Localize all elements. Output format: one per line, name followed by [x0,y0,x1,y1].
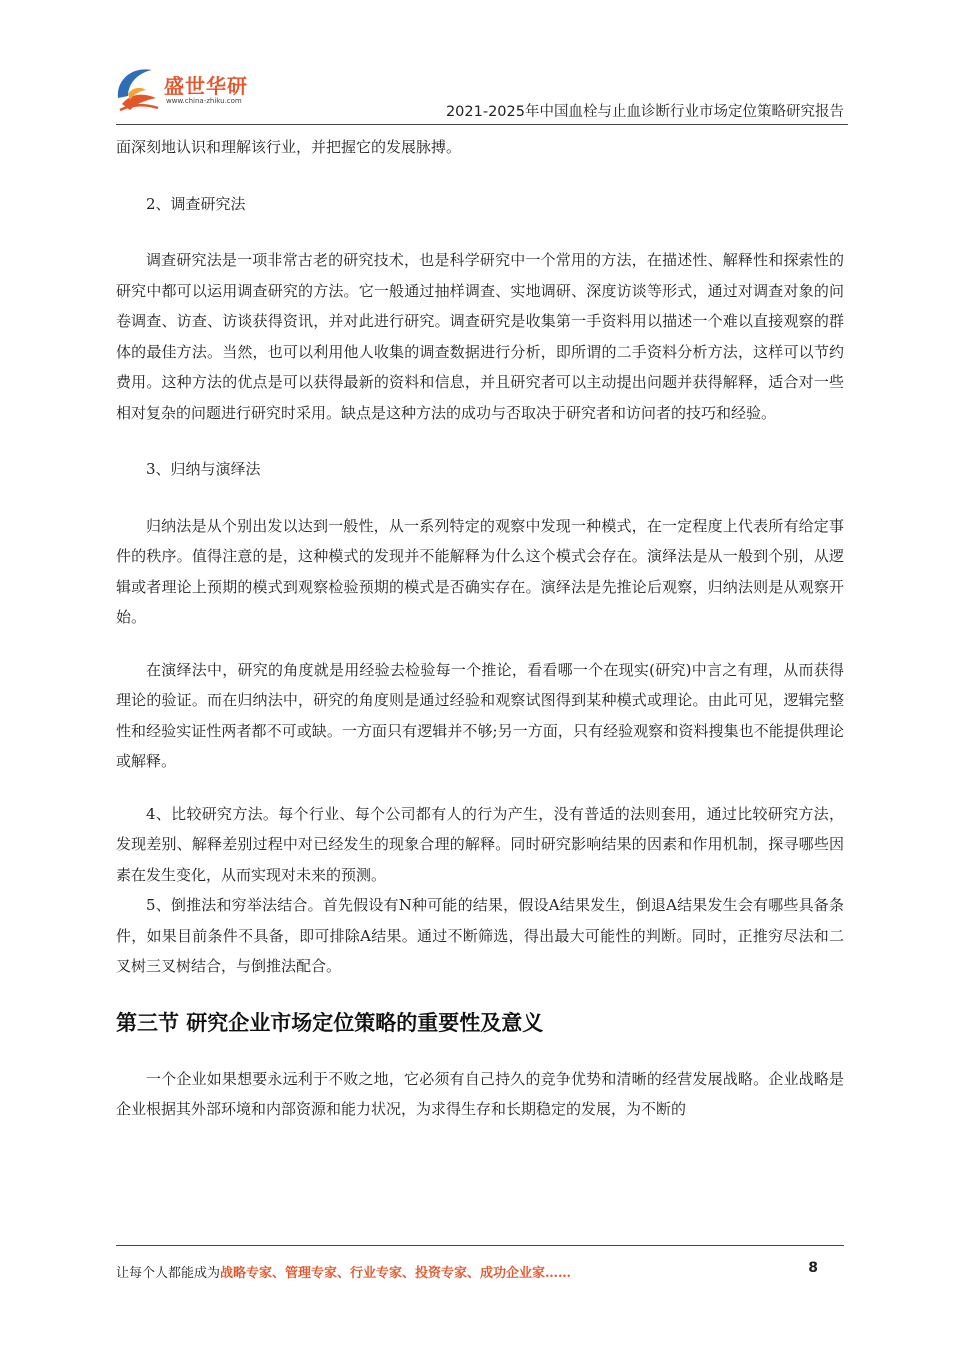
logo-url: www.china-zhiku.com [166,97,242,105]
header-divider [116,124,848,125]
paragraph-induction-1: 归纳法是从个别出发以达到一般性，从一系列特定的观察中发现一种模式，在一定程度上代表所有给定事件的秩序。值得注意的是，这种模式的发现并不能解释为什么这个模式会存在。演绎法是从一般到个别，从逻辑或者理论上预期的模式到观察检验预期的模式是否确实存在。演绎法是先推论后观察，归纳法则是从观察开始。 [116,516,844,626]
page-content [116,132,844,1125]
paragraph-induction-2: 在演绎法中，研究的角度就是用经验去检验每一个推论，看看哪一个在现实(研究)中言之有理，从而获得理论的验证。而在归纳法中，研究的角度则是通过经验和观察试图得到某种模式或理论。由此可见，逻辑完整性和经验实证性两者都不可或缺。一方面只有逻辑并不够;另一方面，只有经验观察和资料搜集也不能提供理论或解释。 [116,660,844,770]
logo-text: 盛世华研 [164,74,248,98]
paragraph-compare: 4、比较研究方法。每个行业、每个公司都有人的行为产生，没有普适的法则套用，通过比较研究方法，发现差别、解释差别过程中对已经发生的现象合理的解释。同时研究影响结果的因素和作用机制，探寻哪些因素在发生变化，从而实现对未来的预测。 [116,804,844,884]
footer-slogan [116,1262,571,1281]
subheading-induction: 3、归纳与演绎法 [146,460,261,478]
paragraph-section: 一个企业如果想要永远利于不败之地，它必须有自己持久的竞争优势和清晰的经营发展战略。企业战略是企业根据其外部环境和内部资源和能力状况，为求得生存和长期稳定的发展，为不断的 [116,1069,844,1118]
footer-divider [116,1245,844,1246]
section-heading: 第三节 研究企业市场定位策略的重要性及意义 [116,1010,544,1035]
paragraph-continuation: 面深刻地认识和理解该行业，并把握它的发展脉搏。 [116,138,462,156]
paragraph-reverse: 5、倒推法和穷举法结合。首先假设有N种可能的结果，假设A结果发生，倒退A结果发生会有哪些具备条件，如果目前条件不具备，即可排除A结果。通过不断筛选，得出最大可能性的判断。同时，正推穷尽法和二叉树三叉树结合，与倒推法配合。 [116,896,844,975]
paragraph-survey: 调查研究法是一项非常古老的研究技术，也是科学研究中一个常用的方法，在描述性、解释性和探索性的研究中都可以运用调查研究的方法。它一般通过抽样调查、实地调研、深度访谈等形式，通过对调查对象的问卷调查、访查、访谈获得资讯，并对此进行研究。调查研究是收集第一手资料用以描述一个难以直接观察的群体的最佳方法。当然，也可以利用他人收集的调查数据进行分析，即所谓的二手资料分析方法，这样可以节约费用。这种方法的优点是可以获得最新的资料和信息，并且研究者可以主动提出问题并获得解释，适合对一些相对复杂的问题进行研究时采用。缺点是这种方法的成功与否取决于研究者和访问者的技巧和经验。 [116,251,844,422]
subheading-survey: 2、调查研究法 [146,194,246,213]
page-number: 8 [808,1260,818,1276]
footer-slogan-prefix: 让每个人都能成为 [116,1266,221,1281]
footer-slogan-emphasis: 战略专家、管理专家、行业专家、投资专家、成功企业家…… [220,1266,572,1281]
logo-emblem-icon [112,64,168,120]
report-title: 2021-2025年中国血栓与止血诊断行业市场定位策略研究报告 [445,104,844,120]
company-logo [112,64,252,124]
